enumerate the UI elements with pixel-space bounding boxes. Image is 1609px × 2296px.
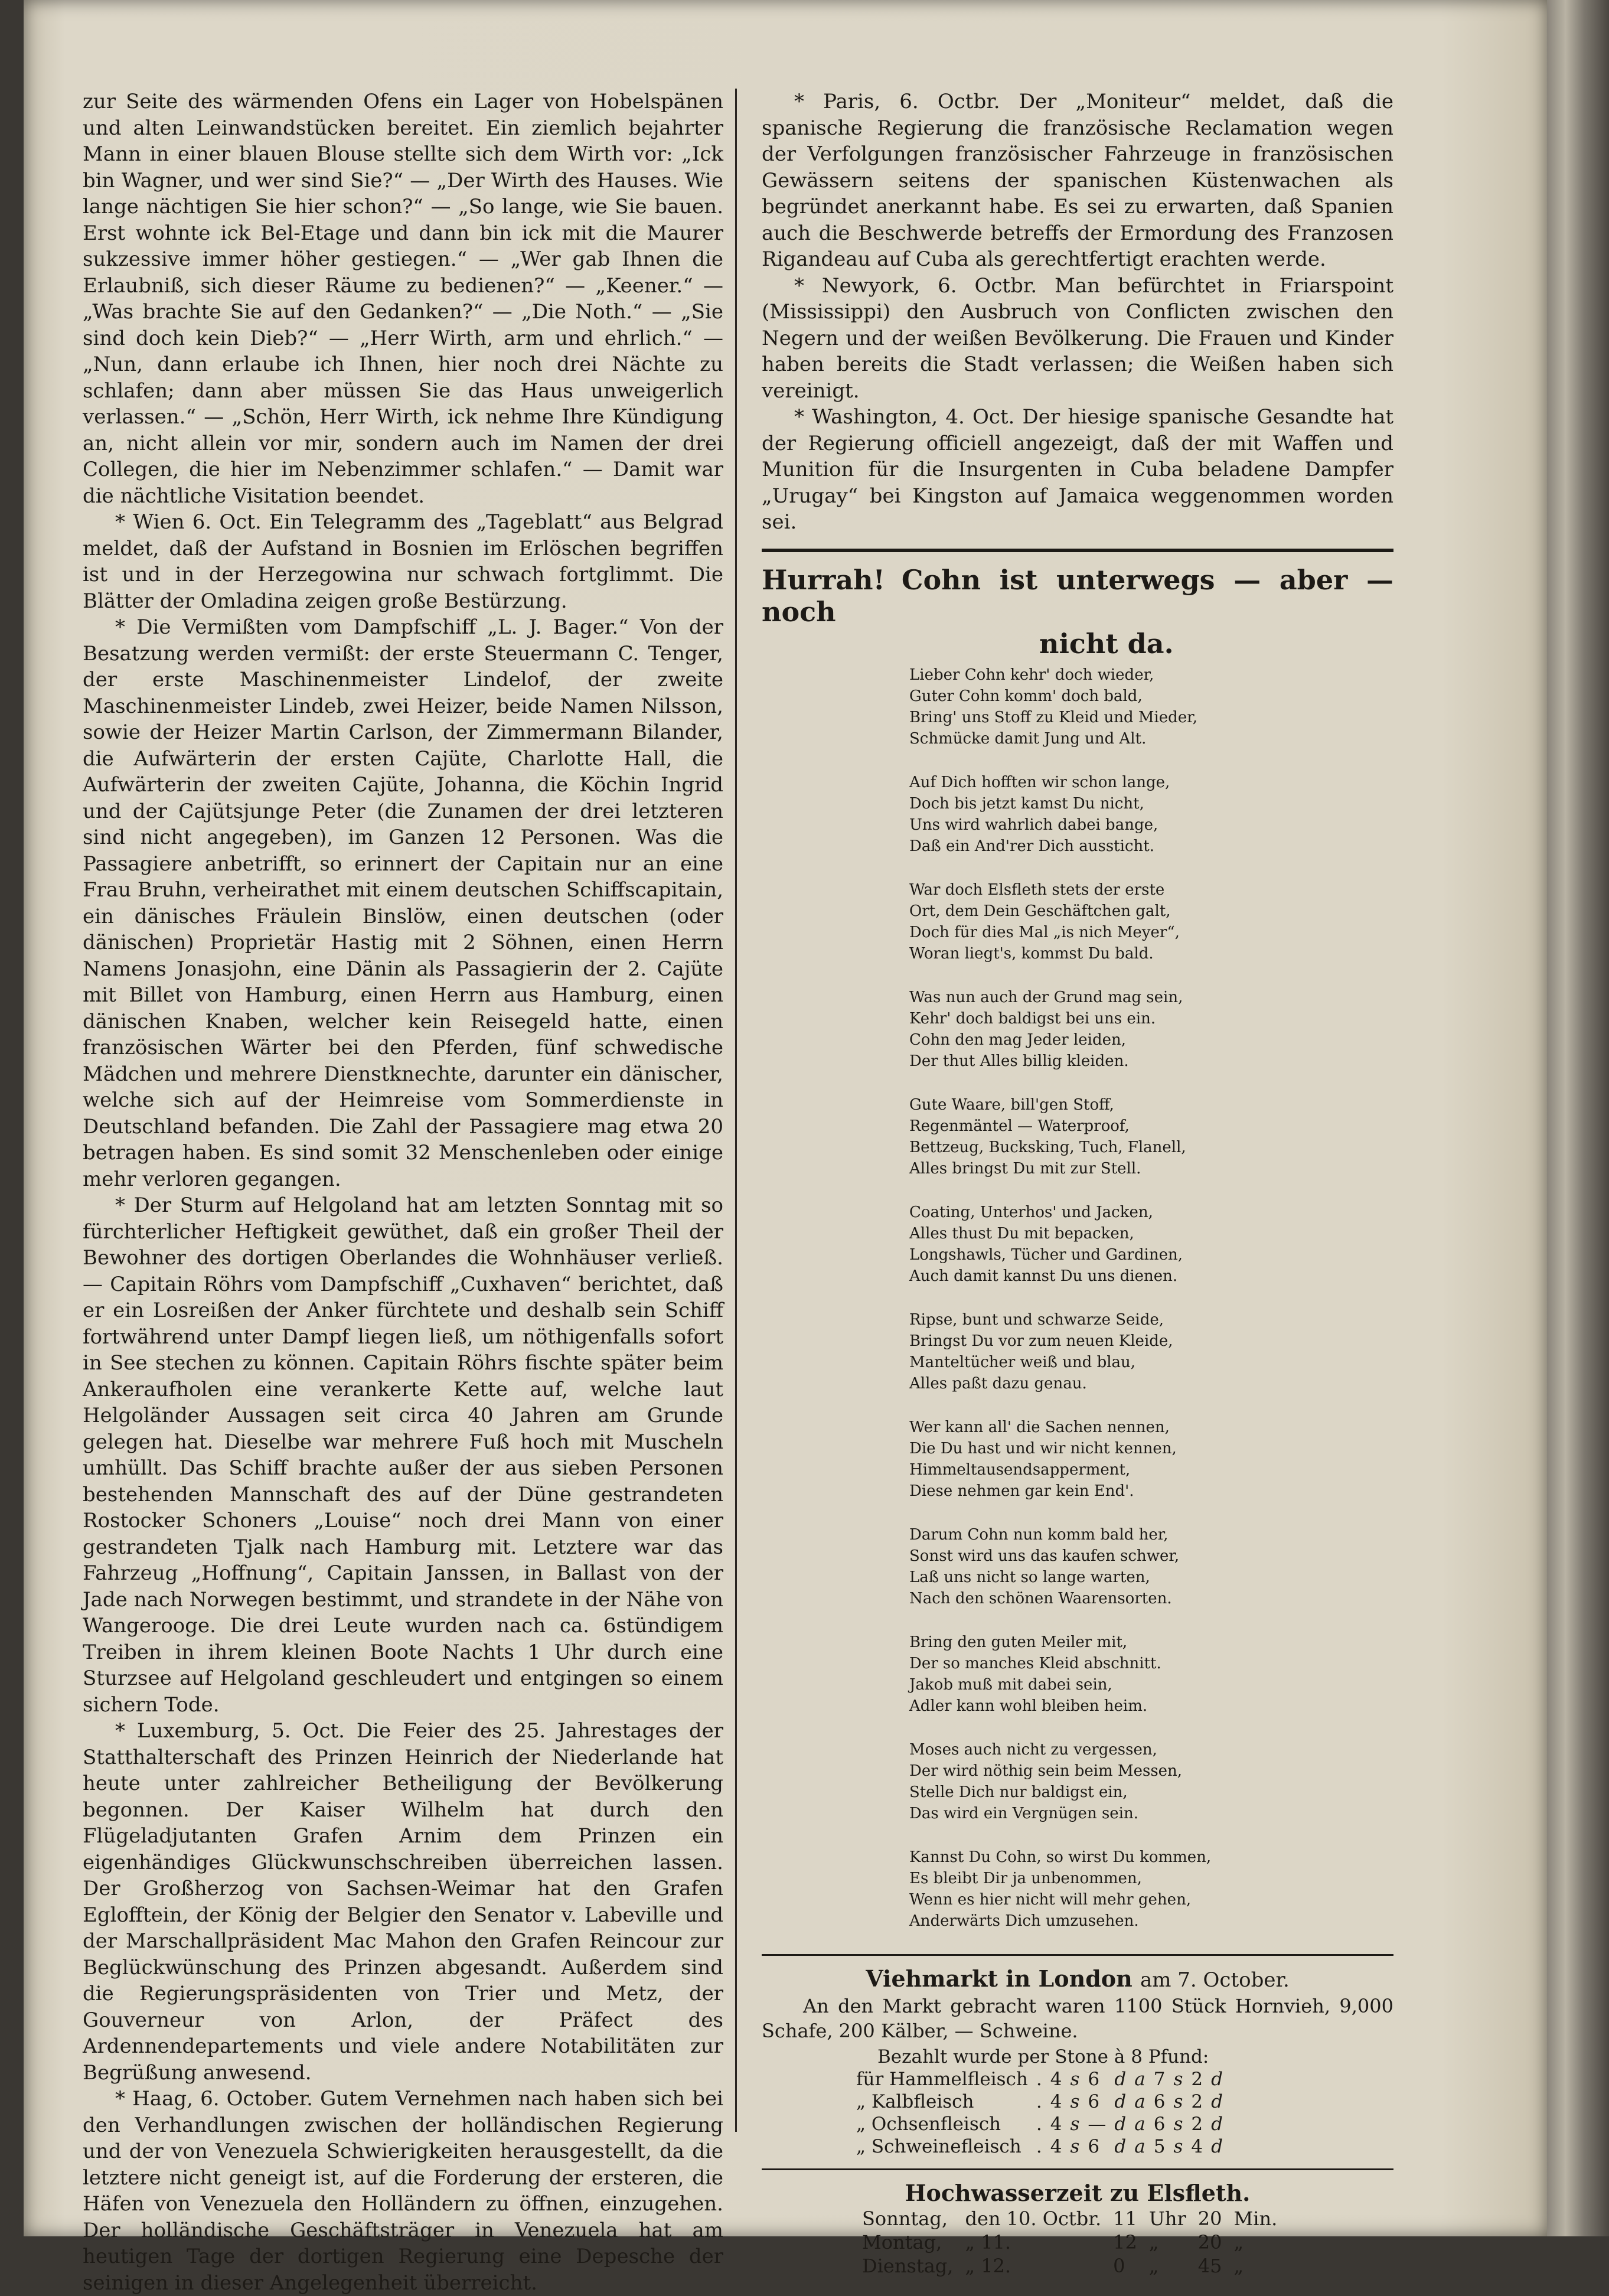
cattle-market-heading	[762, 1965, 1393, 1994]
price-u4: d	[1211, 2090, 1223, 2112]
tide-min: 45	[1197, 2254, 1222, 2277]
tide-table	[862, 2207, 1289, 2278]
tide-day: Dienstag,	[862, 2254, 954, 2277]
poem-body	[909, 664, 1393, 1932]
cattle-market-date: am 7. October.	[1140, 1968, 1290, 1992]
price-row	[856, 2135, 1231, 2158]
poem-line: Jakob muß mit dabei sein,	[909, 1675, 1112, 1694]
price-v1: 4	[1050, 2068, 1062, 2090]
poem-line: Bring den guten Meiler mit,	[909, 1633, 1128, 1651]
poem-stanza	[909, 1202, 1393, 1287]
price-v2: 6	[1088, 2068, 1100, 2090]
price-row	[856, 2113, 1231, 2135]
poem-stanza	[909, 1524, 1393, 1609]
poem-line: Stelle Dich nur baldigst ein,	[909, 1783, 1128, 1801]
poem-line: Moses auch nicht zu vergessen,	[909, 1740, 1157, 1759]
right-column	[762, 89, 1393, 2278]
price-u1: s	[1070, 2068, 1080, 2090]
poem-line: Ort, dem Dein Geschäftchen galt,	[909, 902, 1171, 920]
price-u3: s	[1173, 2113, 1183, 2135]
poem-line: Der so manches Kleid abschnitt.	[909, 1654, 1161, 1672]
poem-line: Auch damit kannst Du uns dienen.	[909, 1267, 1178, 1285]
cattle-market-summary: An den Markt gebracht waren 1100 Stück Hornvieh, 9,000 Schafe, 200 Kälber, — Schweine.	[762, 1994, 1393, 2042]
price-v1: 4	[1050, 2090, 1062, 2112]
poem-line: Doch bis jetzt kamst Du nicht,	[909, 794, 1144, 813]
price-label: „ Kalbfleisch	[856, 2090, 974, 2112]
poem-line: Kannst Du Cohn, so wirst Du kommen,	[909, 1848, 1212, 1866]
price-v4: 2	[1191, 2090, 1203, 2112]
price-sep: a	[1134, 2090, 1145, 2112]
price-u2: d	[1114, 2113, 1127, 2135]
meat-price-table	[856, 2046, 1231, 2158]
tide-hour: 11	[1113, 2207, 1137, 2230]
price-u1: s	[1070, 2090, 1080, 2112]
poem-line: Ripse, bunt und schwarze Seide,	[909, 1310, 1164, 1329]
price-u2: d	[1114, 2135, 1127, 2157]
poem-line: Lieber Cohn kehr' doch wieder,	[909, 666, 1154, 684]
price-u4: d	[1211, 2068, 1223, 2090]
price-u4: d	[1211, 2135, 1223, 2157]
poem-stanza	[909, 664, 1393, 749]
poem-stanza	[909, 987, 1393, 1072]
poem-line: Coating, Unterhos' und Jacken,	[909, 1203, 1153, 1221]
poem-stanza	[909, 1632, 1393, 1717]
poem-line: Darum Cohn nun komm bald her,	[909, 1525, 1169, 1544]
poem-stanza	[909, 1417, 1393, 1502]
section-rule	[762, 1954, 1393, 1956]
price-v1: 4	[1050, 2135, 1062, 2157]
price-v3: 6	[1153, 2090, 1166, 2112]
article-washington: * Washington, 4. Oct. Der hiesige spanische Gesandte hat der Regierung officiell angezeigt, daß der mit Waffen und Munition für die Insurgenten in Cuba beladene Dampfer „Urugay“ bei Kingston auf Jamaica weggenommen worden sei.	[762, 405, 1393, 534]
poem-line: Doch für dies Mal „is nich Meyer“,	[909, 923, 1180, 941]
poem-line: Wenn es hier nicht will mehr gehen,	[909, 1890, 1192, 1909]
price-dots: .	[1036, 2113, 1042, 2135]
poem-line: Adler kann wohl bleiben heim.	[909, 1697, 1148, 1715]
poem-line: Anderwärts Dich umzusehen.	[909, 1912, 1139, 1930]
price-u2: d	[1114, 2068, 1127, 2090]
poem-line: Cohn den mag Jeder leiden,	[909, 1030, 1126, 1049]
poem-line: Was nun auch der Grund mag sein,	[909, 988, 1183, 1006]
price-u3: s	[1173, 2135, 1183, 2157]
price-sep: a	[1134, 2068, 1145, 2090]
poem-line: Alles thust Du mit bepacken,	[909, 1224, 1134, 1242]
poem-line: Der thut Alles billig kleiden.	[909, 1052, 1129, 1070]
poem-line: Regenmäntel — Waterproof,	[909, 1117, 1130, 1135]
price-sep: a	[1134, 2113, 1145, 2135]
article-newyork: * Newyork, 6. Octbr. Man befürchtet in Friarspoint (Mississippi) den Ausbruch von Conflicten zwischen den Negern und der weißen Bevölkerung. Die Frauen und Kinder haben bereits die Stadt verlassen; die Weißen haben sich vereinigt.	[762, 273, 1393, 403]
section-rule	[762, 549, 1393, 552]
poem-stanza	[909, 1309, 1393, 1394]
tide-hour-unit: „	[1148, 2230, 1159, 2253]
poem-line: Woran liegt's, kommst Du bald.	[909, 944, 1154, 963]
price-v1: 4	[1050, 2113, 1062, 2135]
poem-line: Es bleibt Dir ja unbenommen,	[909, 1869, 1142, 1887]
price-v2: 6	[1088, 2090, 1100, 2112]
poem-line: Himmeltausendsapperment,	[909, 1460, 1131, 1479]
tide-min: 20	[1197, 2207, 1222, 2230]
cattle-market-text	[762, 1994, 1393, 2043]
tide-hour-unit: Uhr	[1148, 2207, 1186, 2230]
tide-heading: Hochwasserzeit zu Elsfleth.	[905, 2179, 1251, 2206]
tide-min-unit: „	[1233, 2254, 1244, 2277]
book-edge	[1547, 0, 1609, 2236]
poem-line: Laß uns nicht so lange warten,	[909, 1568, 1150, 1586]
poem-line: Guter Cohn komm' doch bald,	[909, 687, 1143, 705]
price-row	[856, 2068, 1231, 2090]
article-luxemburg: * Luxemburg, 5. Oct. Die Feier des 25. Jahrestages der Statthalterschaft des Prinzen Heinrich der Niederlande hat heute unter zahlreicher Betheiligung der Bevölkerung begonnen. Der Kaiser Wilhelm hat durch den Flügeladjutanten Grafen Arnim dem Prinzen ein eigenhändiges Glückwunschschreiben überreichen lassen. Der Großherzog von Sachsen-Weimar hat den Grafen Eglofftein, der König der Belgier den Senator v. Labeville und der Marschallpräsident Mac Mahon den Grafen Reincour zur Beglückwünschung des Prinzen abgesandt. Außerdem sind die Regierungspräsidenten von Trier und Metz, der Gouverneur von Arlon, der Präfect des Ardennendepartements und viele andere Notabilitäten zur Begrüßung anwesend.	[83, 1719, 723, 2085]
poem-line: Gute Waare, bill'gen Stoff,	[909, 1095, 1114, 1114]
poem-line: Nach den schönen Waarensorten.	[909, 1589, 1172, 1607]
price-u1: s	[1070, 2135, 1080, 2157]
price-u2: d	[1114, 2090, 1127, 2112]
price-label: „ Ochsenfleisch	[856, 2113, 1001, 2135]
poem-stanza	[909, 1094, 1393, 1179]
price-v3: 6	[1153, 2113, 1166, 2135]
poem-line: Bring' uns Stoff zu Kleid und Mieder,	[909, 708, 1198, 726]
price-v3: 7	[1153, 2068, 1166, 2090]
price-v4: 2	[1191, 2113, 1203, 2135]
column-divider	[735, 89, 737, 2132]
tide-row	[862, 2254, 1289, 2278]
price-label: für Hammelfleisch	[856, 2068, 1028, 2090]
price-u3: s	[1173, 2090, 1183, 2112]
poem-line: Auf Dich hofften wir schon lange,	[909, 773, 1170, 791]
poem-line: Kehr' doch baldigst bei uns ein.	[909, 1009, 1156, 1028]
tide-row	[862, 2207, 1289, 2230]
article-haag: * Haag, 6. October. Gutem Vernehmen nach haben sich bei den Verhandlungen zwischen der holländischen Regierung und der von Venezuela Schwierigkeiten herausgestellt, da die letztere nicht geneigt ist, auf die Forderung der ersteren, die Häfen von Venezuela den Holländern zu öffnen, einzugehen. Der holländische Geschäftsträger in Venezuela hat am heutigen Tage der dortigen Regierung eine Depesche der seinigen in dieser Angelegenheit überreicht.	[83, 2087, 723, 2295]
poem-stanza	[909, 879, 1393, 964]
tide-row	[862, 2230, 1289, 2254]
poem-line: Longshawls, Tücher und Gardinen,	[909, 1245, 1183, 1264]
tide-hour-unit: „	[1148, 2254, 1159, 2277]
cattle-market-title: Viehmarkt in London	[866, 1965, 1132, 1992]
poem-lead: Hurrah!	[762, 563, 885, 596]
tide-label: „ 11.	[965, 2230, 1011, 2253]
price-dots: .	[1036, 2068, 1042, 2090]
tide-label: den 10. Octbr.	[965, 2207, 1102, 2230]
price-v2: —	[1088, 2113, 1107, 2135]
poem-line: Diese nehmen gar kein End'.	[909, 1482, 1134, 1500]
poem-line: Uns wird wahrlich dabei bange,	[909, 816, 1158, 834]
tide-label: „ 12.	[965, 2254, 1011, 2277]
poem-title-cont: nicht da.	[1039, 627, 1174, 660]
poem-line: Alles paßt dazu genau.	[909, 1374, 1087, 1392]
poem-line: War doch Elsfleth stets der erste	[909, 880, 1165, 899]
poem-line: Die Du hast und wir nicht kennen,	[909, 1439, 1177, 1457]
poem-stanza	[909, 1739, 1393, 1824]
section-rule	[762, 2168, 1393, 2170]
poem-stanza	[909, 1847, 1393, 1932]
price-u1: s	[1070, 2113, 1080, 2135]
poem-heading	[762, 564, 1393, 660]
poem-title: Cohn ist unterwegs — aber — noch	[762, 563, 1393, 628]
poem-line: Sonst wird uns das kaufen schwer,	[909, 1547, 1180, 1565]
tide-min: 20	[1197, 2230, 1222, 2253]
tide-hour: 12	[1113, 2230, 1137, 2253]
price-dots: .	[1036, 2135, 1042, 2157]
price-v3: 5	[1153, 2135, 1166, 2157]
price-v4: 4	[1191, 2135, 1203, 2157]
tide-hour: 0	[1113, 2254, 1125, 2277]
price-u3: s	[1173, 2068, 1183, 2090]
price-v2: 6	[1088, 2135, 1100, 2157]
price-sep: a	[1134, 2135, 1145, 2157]
poem-line: Schmücke damit Jung und Alt.	[909, 729, 1147, 748]
price-u4: d	[1211, 2113, 1223, 2135]
article-continued: zur Seite des wärmenden Ofens ein Lager von Hobelspänen und alten Leinwandstücken bereitet. Ein ziemlich bejahrter Mann in einer blauen Blouse stellte sich dem Wirth vor: „Ick bin Wagner, und wer sind Sie?“ — „Der Wirth des Hauses. Wie lange nächtigen Sie hier schon?“ — „So lange, wie Sie bauen. Erst wohnte ick Bel-Etage und dann bin ick mit die Maurer sukzessive immer höher gestiegen.“ — „Wer gab Ihnen die Erlaubniß, sich dieser Räume zu bedienen?“ — „Keener.“ — „Was brachte Sie auf den Gedanken?“ — „Die Noth.“ — „Sie sind doch kein Dieb?“ — „Herr Wirth, arm und ehrlich.“ — „Nun, dann erlaube ich Ihnen, hier noch drei Nächte zu schlafen; dann aber müssen Sie das Haus unweigerlich verlassen.“ — „Schön, Herr Wirth, ick nehme Ihre Kündigung an, nicht allein vor mir, sondern auch im Namen der drei Collegen, die hier im Nebenzimmer schlafen.“ — Damit war die nächtliche Visitation beendet.	[83, 90, 723, 508]
article-wien: * Wien 6. Oct. Ein Telegramm des „Tageblatt“ aus Belgrad meldet, daß der Aufstand in Bosnien im Erlöschen begriffen ist und in der Herzegowina nur schwach fortglimmt. Die Blätter der Omladina zeigen große Bestürzung.	[83, 510, 723, 613]
poem-line: Wer kann all' die Sachen nennen,	[909, 1418, 1170, 1436]
price-dots: .	[1036, 2090, 1042, 2112]
tide-day: Sonntag,	[862, 2207, 948, 2230]
price-v4: 2	[1191, 2068, 1203, 2090]
poem-line: Bringst Du vor zum neuen Kleide,	[909, 1332, 1173, 1350]
tide-day: Montag,	[862, 2230, 942, 2253]
poem-line: Alles bringst Du mit zur Stell.	[909, 1159, 1141, 1178]
poem-line: Das wird ein Vergnügen sein.	[909, 1804, 1139, 1822]
tide-min-unit: Min.	[1233, 2207, 1278, 2230]
price-label: „ Schweinefleisch	[856, 2135, 1021, 2157]
poem-line: Daß ein And'rer Dich aussticht.	[909, 837, 1154, 855]
poem-line: Bettzeug, Bucksking, Tuch, Flanell,	[909, 1138, 1186, 1156]
tide-min-unit: „	[1233, 2230, 1244, 2253]
price-row	[856, 2090, 1231, 2113]
article-paris: * Paris, 6. Octbr. Der „Moniteur“ meldet, daß die spanische Regierung die französische Reclamation wegen der Verfolgungen französischer Fahrzeuge in französischen Gewässern seitens der spanischen Küstenwachen als begründet anerkannt habe. Es sei zu erwarten, daß Spanien auch die Beschwerde betreffs der Ermordung des Franzosen Rigandeau auf Cuba als gerechtfertigt erachten werde.	[762, 90, 1393, 271]
article-bager: * Die Vermißten vom Dampfschiff „L. J. Bager.“ Von der Besatzung werden vermißt: der erste Steuermann C. Tenger, der erste Maschinenmeister Lindelof, der zweite Maschinenmeister Lindeb, zwei Heizer, beide Namen Nilsson, sowie der Heizer Martin Carlson, der Zimmermann Bilander, die Aufwärterin der ersten Cajüte, Charlotte Hall, die Aufwärterin der zweiten Cajüte, Johanna, die Köchin Ingrid und der Cajütsjunge Peter (die Zunamen der drei letzteren sind nicht angegeben), im Ganzen 12 Personen. Was die Passagiere anbetrifft, so erinnert der Capitain nur an eine Frau Bruhn, verheirathet mit einem deutschen Schiffscapitain, ein dänisches Fräulein Binslöw, einen deutschen (oder dänischen) Proprietär Hastig mit 2 Söhnen, einen Herrn Namens Jonasjohn, eine Dänin als Passagierin der 2. Cajüte mit Billet von Hamburg, einen Herrn aus Hamburg, einen dänischen Knaben, welcher kein Reisegeld hatte, einen französischen Wärter bei den Pferden, fünf schwedische Mädchen und mehrere Dienstknechte, darunter ein dänischer, welche sich auf der Heimreise vom Sommerdienste in Deutschland befanden. Die Zahl der Passagiere mag etwa 20 betragen haben. Es sind somit 32 Menschenleben oder einige mehr verloren gegangen.	[83, 615, 723, 1191]
price-caption: Bezahlt wurde per Stone à 8 Pfund:	[877, 2046, 1209, 2067]
left-column	[83, 89, 723, 2296]
poem-line: Der wird nöthig sein beim Messen,	[909, 1762, 1183, 1780]
article-helgoland: * Der Sturm auf Helgoland hat am letzten Sonntag mit so fürchterlicher Heftigkeit gewüthet, daß ein großer Theil der Bewohner des dortigen Oberlandes die Wohnhäuser verließ. — Capitain Röhrs vom Dampfschiff „Cuxhaven“ berichtet, daß er ein Losreißen der Anker fürchtete und deshalb sein Schiff fortwährend unter Dampf liegen ließ, um nöthigenfalls sofort in See stechen zu können. Capitain Röhrs fischte später beim Ankeraufholen eine verankerte Kette auf, welche laut Helgoländer Aussagen seit circa 40 Jahren am Grunde gelegen hat. Dieselbe war mehrere Fuß hoch mit Muscheln umhüllt. Das Schiff brachte außer der aus sieben Personen bestehenden Mannschaft des auf der Düne gestrandeten Rostocker Schoners „Louise“ noch drei Mann von einer gestrandeten Tjalk nach Hamburg mit. Letztere war das Fahrzeug „Hoffnung“, Capitain Janssen, in Ballast von der Jade nach Norwegen bestimmt, und strandete in der Nähe von Wangerooge. Die drei Leute wurden nach ca. 6stündigem Treiben in ihrem kleinen Boote Nachts 1 Uhr durch eine Sturzsee auf Helgoland geschleudert und entgingen so einem sichern Tode.	[83, 1193, 723, 1717]
poem-stanza	[909, 772, 1393, 857]
poem-line: Manteltücher weiß und blau,	[909, 1353, 1136, 1371]
